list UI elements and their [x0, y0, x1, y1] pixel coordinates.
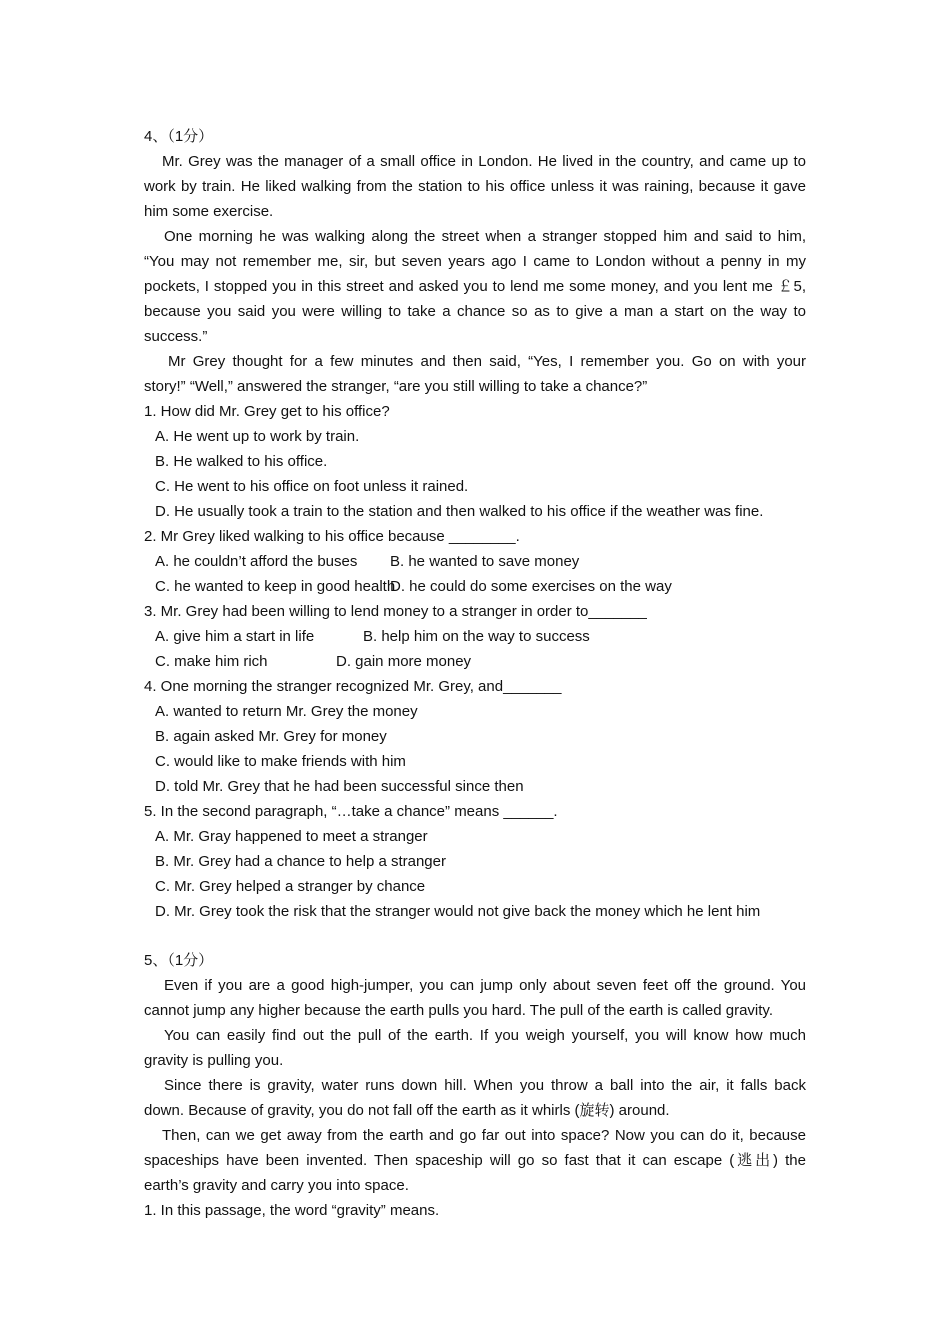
- answer-option[interactable]: C. would like to make friends with him: [155, 753, 406, 770]
- answer-option[interactable]: A. He went up to work by train.: [155, 428, 360, 445]
- passage-line: Even if you are a good high-jumper, you can jump only about seven feet off the ground. You: [164, 977, 806, 994]
- question-stem: 1. In this passage, the word “gravity” means.: [144, 1202, 440, 1219]
- passage-line: One morning he was walking along the street when a stranger stopped him and said to him,: [164, 228, 806, 245]
- passage-line: You can easily find out the pull of the earth. If you weigh yourself, you will know how much: [164, 1027, 806, 1044]
- passage-line: success.”: [144, 328, 208, 345]
- passage-line: “You may not remember me, sir, but seven years ago I came to London without a penny in my: [144, 253, 806, 270]
- passage-line: down. Because of gravity, you do not fall off the earth as it whirls (旋转) around.: [144, 1102, 670, 1119]
- passage-line: Mr. Grey was the manager of a small office in London. He lived in the country, and came up to: [162, 153, 806, 170]
- answer-option[interactable]: B. again asked Mr. Grey for money: [155, 728, 387, 745]
- answer-option[interactable]: A. Mr. Gray happened to meet a stranger: [155, 828, 428, 845]
- section-header-q4: 4、（1分）: [144, 128, 214, 145]
- section-spacer: [144, 924, 806, 948]
- section-header-q5: 5、（1分）: [144, 952, 214, 969]
- passage-line: Then, can we get away from the earth and go far out into space? Now you can do it, because: [162, 1127, 806, 1144]
- passage-line: spaceships have been invented. Then spaceship will go so fast that it can escape (逃出) the: [144, 1152, 806, 1169]
- answer-option[interactable]: B. He walked to his office.: [155, 453, 328, 470]
- question-stem: 5. In the second paragraph, “…take a chance” means ______.: [144, 803, 558, 820]
- answer-option[interactable]: B. help him on the way to success: [363, 628, 590, 645]
- passage-line: Mr Grey thought for a few minutes and then said, “Yes, I remember you. Go on with your: [168, 353, 806, 370]
- passage-line: gravity is pulling you.: [144, 1052, 284, 1069]
- question-stem: 3. Mr. Grey had been willing to lend money to a stranger in order to_______: [144, 603, 647, 620]
- document-page: [144, 124, 806, 1223]
- option-row: [144, 624, 806, 649]
- passage-line: pockets, I stopped you in this street and asked you to lend me some money, and you lent me ￡5,: [144, 278, 806, 295]
- passage-line: because you said you were willing to take a chance so as to give a man a start on the way to: [144, 303, 806, 320]
- answer-option[interactable]: D. Mr. Grey took the risk that the stranger would not give back the money which he lent him: [155, 903, 761, 920]
- answer-option[interactable]: D. gain more money: [336, 653, 472, 670]
- option-row: [144, 574, 806, 599]
- passage-line: cannot jump any higher because the earth pulls you hard. The pull of the earth is called gravity.: [144, 1002, 773, 1019]
- answer-option[interactable]: C. make him rich: [155, 653, 268, 670]
- option-row: [144, 649, 806, 674]
- option-row: [144, 549, 806, 574]
- passage-line: story!” “Well,” answered the stranger, “are you still willing to take a chance?”: [144, 378, 648, 395]
- answer-option[interactable]: A. give him a start in life: [155, 628, 315, 645]
- question-stem: 4. One morning the stranger recognized Mr. Grey, and_______: [144, 678, 562, 695]
- passage-line: him some exercise.: [144, 203, 274, 220]
- answer-option[interactable]: B. he wanted to save money: [390, 553, 580, 570]
- answer-option[interactable]: C. He went to his office on foot unless it rained.: [155, 478, 469, 495]
- answer-option[interactable]: D. told Mr. Grey that he had been successful since then: [155, 778, 524, 795]
- answer-option[interactable]: D. he could do some exercises on the way: [390, 578, 672, 595]
- answer-option[interactable]: A. wanted to return Mr. Grey the money: [155, 703, 418, 720]
- passage-line: earth’s gravity and carry you into space.: [144, 1177, 409, 1194]
- answer-option[interactable]: B. Mr. Grey had a chance to help a stranger: [155, 853, 446, 870]
- passage-line: work by train. He liked walking from the station to his office unless it was raining, because it gave: [144, 178, 806, 195]
- question-stem: 2. Mr Grey liked walking to his office because ________.: [144, 528, 520, 545]
- answer-option[interactable]: C. Mr. Grey helped a stranger by chance: [155, 878, 426, 895]
- answer-option[interactable]: C. he wanted to keep in good health: [155, 578, 396, 595]
- answer-option[interactable]: D. He usually took a train to the station and then walked to his office if the weather was fine.: [155, 503, 764, 520]
- answer-option[interactable]: A. he couldn’t afford the buses: [155, 553, 358, 570]
- passage-line: Since there is gravity, water runs down hill. When you throw a ball into the air, it falls back: [164, 1077, 806, 1094]
- question-stem: 1. How did Mr. Grey get to his office?: [144, 403, 390, 420]
